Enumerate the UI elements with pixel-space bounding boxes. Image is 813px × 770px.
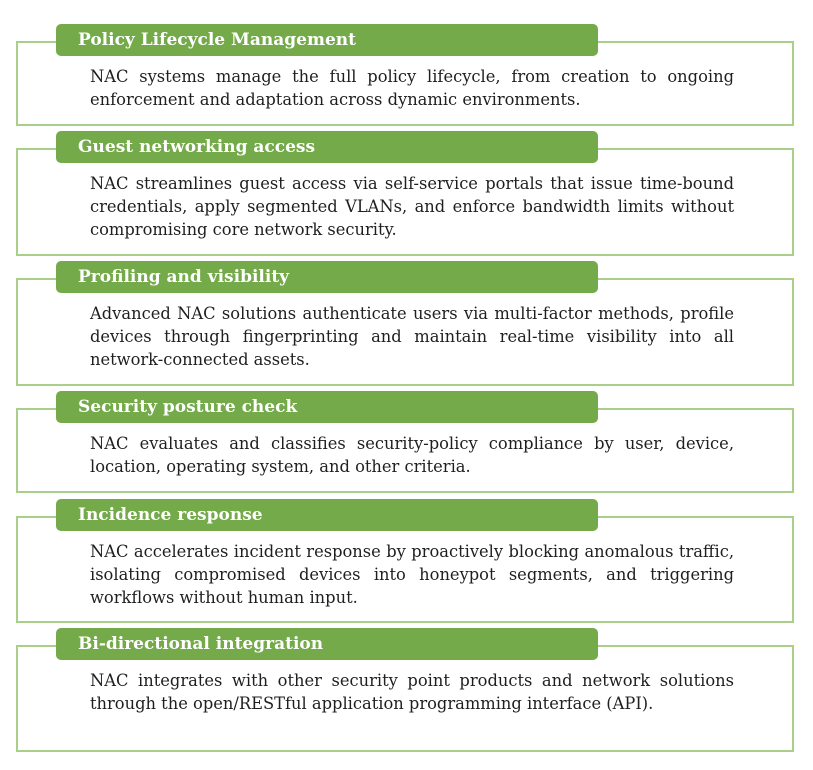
section-security-posture — [16, 391, 794, 493]
section-title-tab: Incidence response — [56, 499, 598, 531]
section-description: NAC accelerates incident response by proactively blocking anomalous traffic, isolating compromised devices into honeypot segments, and triggering workflows without human input. — [90, 542, 734, 607]
section-title-tab: Security posture check — [56, 391, 598, 423]
section-guest-networking — [16, 131, 794, 256]
section-profiling-visibility — [16, 261, 794, 386]
section-title-tab: Policy Lifecycle Management — [56, 24, 598, 56]
section-incidence-response — [16, 499, 794, 623]
section-description: Advanced NAC solutions authenticate users via multi-factor methods, profile devices through fingerprinting and maintain real-time visibility into all network-connected assets. — [90, 304, 734, 369]
section-description: NAC systems manage the full policy lifecycle, from creation to ongoing enforcement and adaptation across dynamic environments. — [90, 67, 734, 109]
section-policy-lifecycle — [16, 24, 794, 126]
section-description: NAC integrates with other security point products and network solutions through the open/RESTful application programming interface (API). — [90, 671, 734, 713]
section-title-tab: Profiling and visibility — [56, 261, 598, 293]
section-bidirectional-integration — [16, 628, 794, 752]
section-description: NAC evaluates and classifies security-policy compliance by user, device, location, operating system, and other criteria. — [90, 434, 734, 476]
section-title-tab: Guest networking access — [56, 131, 598, 163]
section-description: NAC streamlines guest access via self-service portals that issue time-bound credentials, apply segmented VLANs, and enforce bandwidth limits without compromising core network security. — [90, 174, 734, 239]
section-title-tab: Bi-directional integration — [56, 628, 598, 660]
